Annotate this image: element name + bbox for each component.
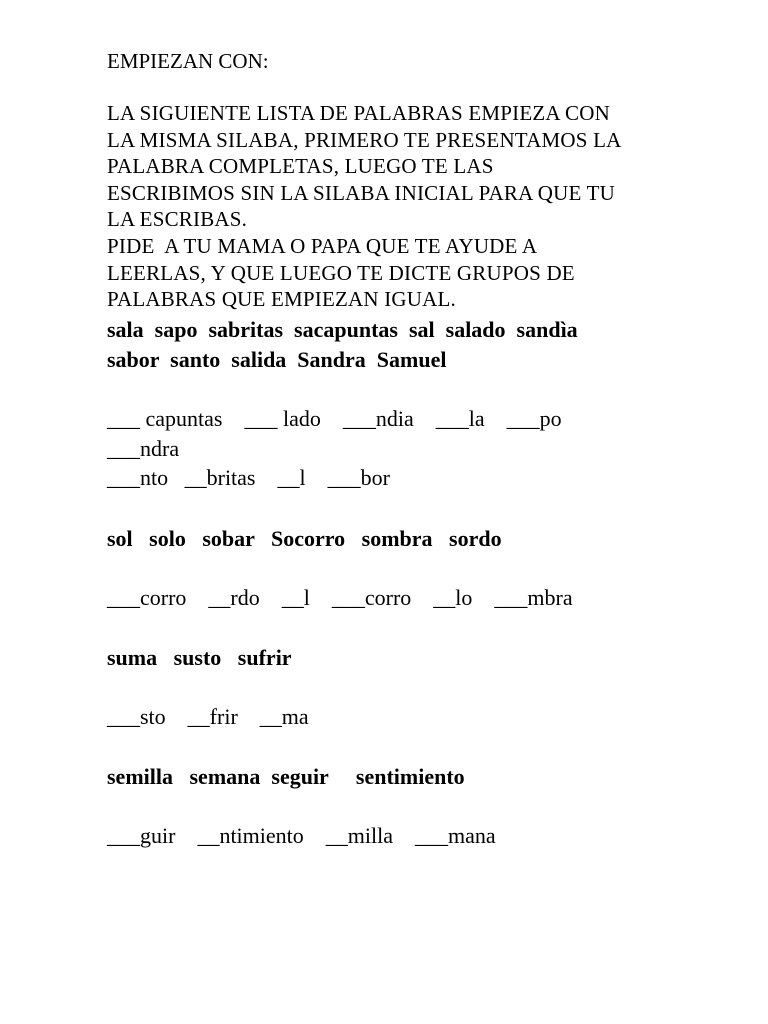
instruction-line: LA SIGUIENTE LISTA DE PALABRAS EMPIEZA CON (107, 101, 610, 125)
word-group-sa (107, 315, 578, 375)
word-group-su (107, 643, 292, 673)
word-list-line: suma susto sufrir (107, 645, 292, 670)
instructions (107, 100, 747, 313)
instruction-line: LA ESCRIBAS. (107, 207, 248, 232)
blank-group-so (107, 583, 573, 613)
word-list-line: sol solo sobar Socorro sombra sordo (107, 526, 502, 551)
instruction-line: PIDE A TU MAMA O PAPA QUE TE AYUDE A (107, 233, 538, 258)
word-group-se (107, 762, 465, 792)
fill-in-line: ___guir __ntimiento __milla ___mana (107, 823, 496, 848)
fill-in-line: ___ndra (107, 435, 180, 461)
instruction-line: ESCRIBIMOS SIN LA SILABA INICIAL PARA QUE TU (107, 180, 616, 205)
word-list-line: sabor santo salida Sandra Samuel (107, 347, 447, 372)
blank-group-se (107, 821, 496, 851)
word-group-so (107, 524, 502, 554)
instruction-line: PALABRAS QUE EMPIEZAN IGUAL. (107, 287, 457, 312)
word-list-line: semilla semana seguir sentimiento (107, 764, 465, 789)
fill-in-line: ___nto __britas __l ___bor (107, 465, 390, 490)
blank-group-sa (107, 404, 562, 493)
blank-group-su (107, 702, 309, 732)
worksheet-page (107, 48, 747, 848)
word-list-line: sala sapo sabritas sacapuntas sal salado sandìa (107, 317, 578, 342)
fill-in-line: ___ capuntas ___ lado ___ndia ___la ___po (107, 406, 562, 431)
fill-in-line: ___corro __rdo __l ___corro __lo ___mbra (107, 585, 573, 610)
fill-in-line: ___sto __frir __ma (107, 704, 309, 729)
page-title: EMPIEZAN CON: (107, 49, 269, 73)
instruction-line: LEERLAS, Y QUE LUEGO TE DICTE GRUPOS DE (107, 260, 575, 285)
instruction-line: PALABRA COMPLETAS, LUEGO TE LAS (107, 154, 494, 179)
instruction-line: LA MISMA SILABA, PRIMERO TE PRESENTAMOS LA (107, 127, 622, 152)
